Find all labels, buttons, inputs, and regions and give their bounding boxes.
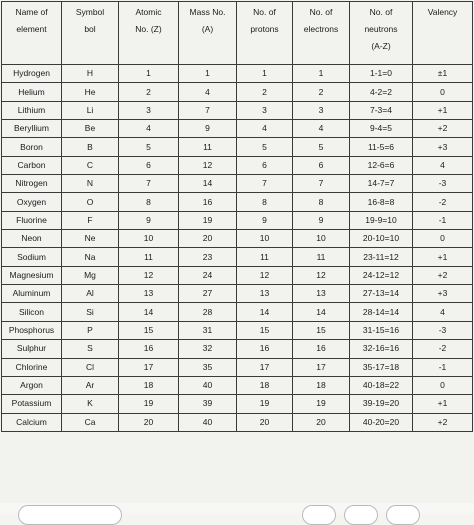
- electrons-cell: 7: [293, 175, 350, 193]
- mass-number-cell: 40: [179, 413, 237, 431]
- electrons-cell: 17: [293, 358, 350, 376]
- symbol-cell: H: [62, 65, 119, 83]
- neutrons-cell: 31-15=16: [350, 321, 413, 339]
- valency-cell: +3: [413, 285, 473, 303]
- protons-cell: 15: [237, 321, 293, 339]
- header-protons: No. of protons: [237, 2, 293, 65]
- electrons-cell: 10: [293, 230, 350, 248]
- header-atomic-number: Atomic No. (Z): [119, 2, 179, 65]
- element-name-cell: Oxygen: [2, 193, 62, 211]
- table-row: [2, 395, 473, 413]
- symbol-cell: Ca: [62, 413, 119, 431]
- mass-number-cell: 4: [179, 83, 237, 101]
- element-name-cell: Argon: [2, 376, 62, 394]
- element-name-cell: Hydrogen: [2, 65, 62, 83]
- electrons-cell: 19: [293, 395, 350, 413]
- header-electrons: No. of electrons: [293, 2, 350, 65]
- protons-cell: 19: [237, 395, 293, 413]
- neutrons-cell: 40-20=20: [350, 413, 413, 431]
- neutrons-cell: 14-7=7: [350, 175, 413, 193]
- symbol-cell: Ar: [62, 376, 119, 394]
- protons-cell: 18: [237, 376, 293, 394]
- element-name-cell: Sodium: [2, 248, 62, 266]
- mass-number-cell: 28: [179, 303, 237, 321]
- element-name-cell: Beryllium: [2, 120, 62, 138]
- bottom-pill-button[interactable]: [18, 505, 122, 525]
- protons-cell: 10: [237, 230, 293, 248]
- bottom-round-button[interactable]: [302, 505, 336, 525]
- atomic-number-cell: 13: [119, 285, 179, 303]
- mass-number-cell: 19: [179, 211, 237, 229]
- bottom-round-button[interactable]: [386, 505, 420, 525]
- element-name-cell: Neon: [2, 230, 62, 248]
- mass-number-cell: 32: [179, 340, 237, 358]
- symbol-cell: P: [62, 321, 119, 339]
- mass-number-cell: 1: [179, 65, 237, 83]
- neutrons-cell: 40-18=22: [350, 376, 413, 394]
- mass-number-cell: 16: [179, 193, 237, 211]
- mass-number-cell: 14: [179, 175, 237, 193]
- symbol-cell: Li: [62, 101, 119, 119]
- symbol-cell: C: [62, 156, 119, 174]
- table-row: [2, 101, 473, 119]
- mass-number-cell: 12: [179, 156, 237, 174]
- atomic-number-cell: 8: [119, 193, 179, 211]
- atomic-number-cell: 4: [119, 120, 179, 138]
- electrons-cell: 14: [293, 303, 350, 321]
- symbol-cell: K: [62, 395, 119, 413]
- electrons-cell: 6: [293, 156, 350, 174]
- atomic-number-cell: 18: [119, 376, 179, 394]
- symbol-cell: Na: [62, 248, 119, 266]
- electrons-cell: 12: [293, 266, 350, 284]
- mass-number-cell: 20: [179, 230, 237, 248]
- valency-cell: -1: [413, 358, 473, 376]
- symbol-cell: Mg: [62, 266, 119, 284]
- electrons-cell: 4: [293, 120, 350, 138]
- neutrons-cell: 23-11=12: [350, 248, 413, 266]
- element-name-cell: Phosphorus: [2, 321, 62, 339]
- atomic-number-cell: 15: [119, 321, 179, 339]
- mass-number-cell: 27: [179, 285, 237, 303]
- atomic-number-cell: 12: [119, 266, 179, 284]
- atomic-number-cell: 16: [119, 340, 179, 358]
- valency-cell: 4: [413, 303, 473, 321]
- protons-cell: 2: [237, 83, 293, 101]
- neutrons-cell: 16-8=8: [350, 193, 413, 211]
- table-row: [2, 321, 473, 339]
- table-row: [2, 230, 473, 248]
- electrons-cell: 11: [293, 248, 350, 266]
- table-row: [2, 211, 473, 229]
- atomic-number-cell: 19: [119, 395, 179, 413]
- table-row: [2, 303, 473, 321]
- neutrons-cell: 11-5=6: [350, 138, 413, 156]
- mass-number-cell: 31: [179, 321, 237, 339]
- table-row: [2, 156, 473, 174]
- protons-cell: 14: [237, 303, 293, 321]
- protons-cell: 17: [237, 358, 293, 376]
- elements-table: [1, 1, 473, 432]
- element-name-cell: Fluorine: [2, 211, 62, 229]
- protons-cell: 6: [237, 156, 293, 174]
- header-neutrons: No. of neutrons (A-Z): [350, 2, 413, 65]
- element-name-cell: Carbon: [2, 156, 62, 174]
- neutrons-cell: 1-1=0: [350, 65, 413, 83]
- element-name-cell: Nitrogen: [2, 175, 62, 193]
- atomic-number-cell: 9: [119, 211, 179, 229]
- mass-number-cell: 11: [179, 138, 237, 156]
- neutrons-cell: 35-17=18: [350, 358, 413, 376]
- element-name-cell: Chlorine: [2, 358, 62, 376]
- protons-cell: 9: [237, 211, 293, 229]
- table-row: [2, 376, 473, 394]
- valency-cell: +1: [413, 248, 473, 266]
- bottom-round-button[interactable]: [344, 505, 378, 525]
- electrons-cell: 18: [293, 376, 350, 394]
- electrons-cell: 9: [293, 211, 350, 229]
- atomic-number-cell: 7: [119, 175, 179, 193]
- neutrons-cell: 32-16=16: [350, 340, 413, 358]
- mass-number-cell: 7: [179, 101, 237, 119]
- valency-cell: +1: [413, 101, 473, 119]
- neutrons-cell: 19-9=10: [350, 211, 413, 229]
- header-name: Name of element: [2, 2, 62, 65]
- symbol-cell: O: [62, 193, 119, 211]
- table-row: [2, 193, 473, 211]
- protons-cell: 4: [237, 120, 293, 138]
- neutrons-cell: 9-4=5: [350, 120, 413, 138]
- valency-cell: -3: [413, 175, 473, 193]
- electrons-cell: 1: [293, 65, 350, 83]
- atomic-number-cell: 3: [119, 101, 179, 119]
- electrons-cell: 3: [293, 101, 350, 119]
- neutrons-cell: 20-10=10: [350, 230, 413, 248]
- table-row: [2, 138, 473, 156]
- element-name-cell: Lithium: [2, 101, 62, 119]
- atomic-number-cell: 11: [119, 248, 179, 266]
- table-row: [2, 120, 473, 138]
- protons-cell: 11: [237, 248, 293, 266]
- table-row: [2, 285, 473, 303]
- atomic-number-cell: 6: [119, 156, 179, 174]
- neutrons-cell: 24-12=12: [350, 266, 413, 284]
- element-name-cell: Sulphur: [2, 340, 62, 358]
- protons-cell: 13: [237, 285, 293, 303]
- header-symbol: Symbol bol: [62, 2, 119, 65]
- electrons-cell: 8: [293, 193, 350, 211]
- protons-cell: 7: [237, 175, 293, 193]
- element-name-cell: Silicon: [2, 303, 62, 321]
- protons-cell: 12: [237, 266, 293, 284]
- atomic-number-cell: 10: [119, 230, 179, 248]
- mass-number-cell: 24: [179, 266, 237, 284]
- header-mass-number: Mass No. (A): [179, 2, 237, 65]
- neutrons-cell: 4-2=2: [350, 83, 413, 101]
- electrons-cell: 20: [293, 413, 350, 431]
- symbol-cell: Cl: [62, 358, 119, 376]
- table-row: [2, 358, 473, 376]
- header-valency: Valency: [413, 2, 473, 65]
- neutrons-cell: 28-14=14: [350, 303, 413, 321]
- protons-cell: 1: [237, 65, 293, 83]
- table-row: [2, 65, 473, 83]
- element-name-cell: Aluminum: [2, 285, 62, 303]
- element-name-cell: Helium: [2, 83, 62, 101]
- valency-cell: 0: [413, 376, 473, 394]
- table-body: [2, 65, 473, 432]
- table-row: [2, 248, 473, 266]
- element-name-cell: Boron: [2, 138, 62, 156]
- mass-number-cell: 40: [179, 376, 237, 394]
- atomic-number-cell: 17: [119, 358, 179, 376]
- table-header-row: [2, 2, 473, 65]
- table-row: [2, 413, 473, 431]
- electrons-cell: 16: [293, 340, 350, 358]
- valency-cell: 0: [413, 230, 473, 248]
- element-name-cell: Potassium: [2, 395, 62, 413]
- symbol-cell: S: [62, 340, 119, 358]
- atomic-number-cell: 14: [119, 303, 179, 321]
- mass-number-cell: 23: [179, 248, 237, 266]
- symbol-cell: Si: [62, 303, 119, 321]
- protons-cell: 5: [237, 138, 293, 156]
- element-name-cell: Magnesium: [2, 266, 62, 284]
- valency-cell: -3: [413, 321, 473, 339]
- table-row: [2, 175, 473, 193]
- symbol-cell: Ne: [62, 230, 119, 248]
- valency-cell: +2: [413, 120, 473, 138]
- table-row: [2, 83, 473, 101]
- element-name-cell: Calcium: [2, 413, 62, 431]
- atomic-number-cell: 2: [119, 83, 179, 101]
- atomic-number-cell: 5: [119, 138, 179, 156]
- protons-cell: 20: [237, 413, 293, 431]
- electrons-cell: 15: [293, 321, 350, 339]
- protons-cell: 16: [237, 340, 293, 358]
- table-row: [2, 266, 473, 284]
- protons-cell: 3: [237, 101, 293, 119]
- electrons-cell: 13: [293, 285, 350, 303]
- symbol-cell: Al: [62, 285, 119, 303]
- mass-number-cell: 35: [179, 358, 237, 376]
- valency-cell: +1: [413, 395, 473, 413]
- symbol-cell: F: [62, 211, 119, 229]
- valency-cell: 4: [413, 156, 473, 174]
- valency-cell: -2: [413, 340, 473, 358]
- atomic-number-cell: 20: [119, 413, 179, 431]
- valency-cell: -2: [413, 193, 473, 211]
- neutrons-cell: 39-19=20: [350, 395, 413, 413]
- neutrons-cell: 27-13=14: [350, 285, 413, 303]
- valency-cell: 0: [413, 83, 473, 101]
- mass-number-cell: 9: [179, 120, 237, 138]
- symbol-cell: He: [62, 83, 119, 101]
- mass-number-cell: 39: [179, 395, 237, 413]
- electrons-cell: 5: [293, 138, 350, 156]
- table-row: [2, 340, 473, 358]
- valency-cell: -1: [413, 211, 473, 229]
- neutrons-cell: 12-6=6: [350, 156, 413, 174]
- symbol-cell: Be: [62, 120, 119, 138]
- atomic-number-cell: 1: [119, 65, 179, 83]
- valency-cell: ±1: [413, 65, 473, 83]
- electrons-cell: 2: [293, 83, 350, 101]
- valency-cell: +3: [413, 138, 473, 156]
- valency-cell: +2: [413, 266, 473, 284]
- neutrons-cell: 7-3=4: [350, 101, 413, 119]
- symbol-cell: N: [62, 175, 119, 193]
- symbol-cell: B: [62, 138, 119, 156]
- protons-cell: 8: [237, 193, 293, 211]
- valency-cell: +2: [413, 413, 473, 431]
